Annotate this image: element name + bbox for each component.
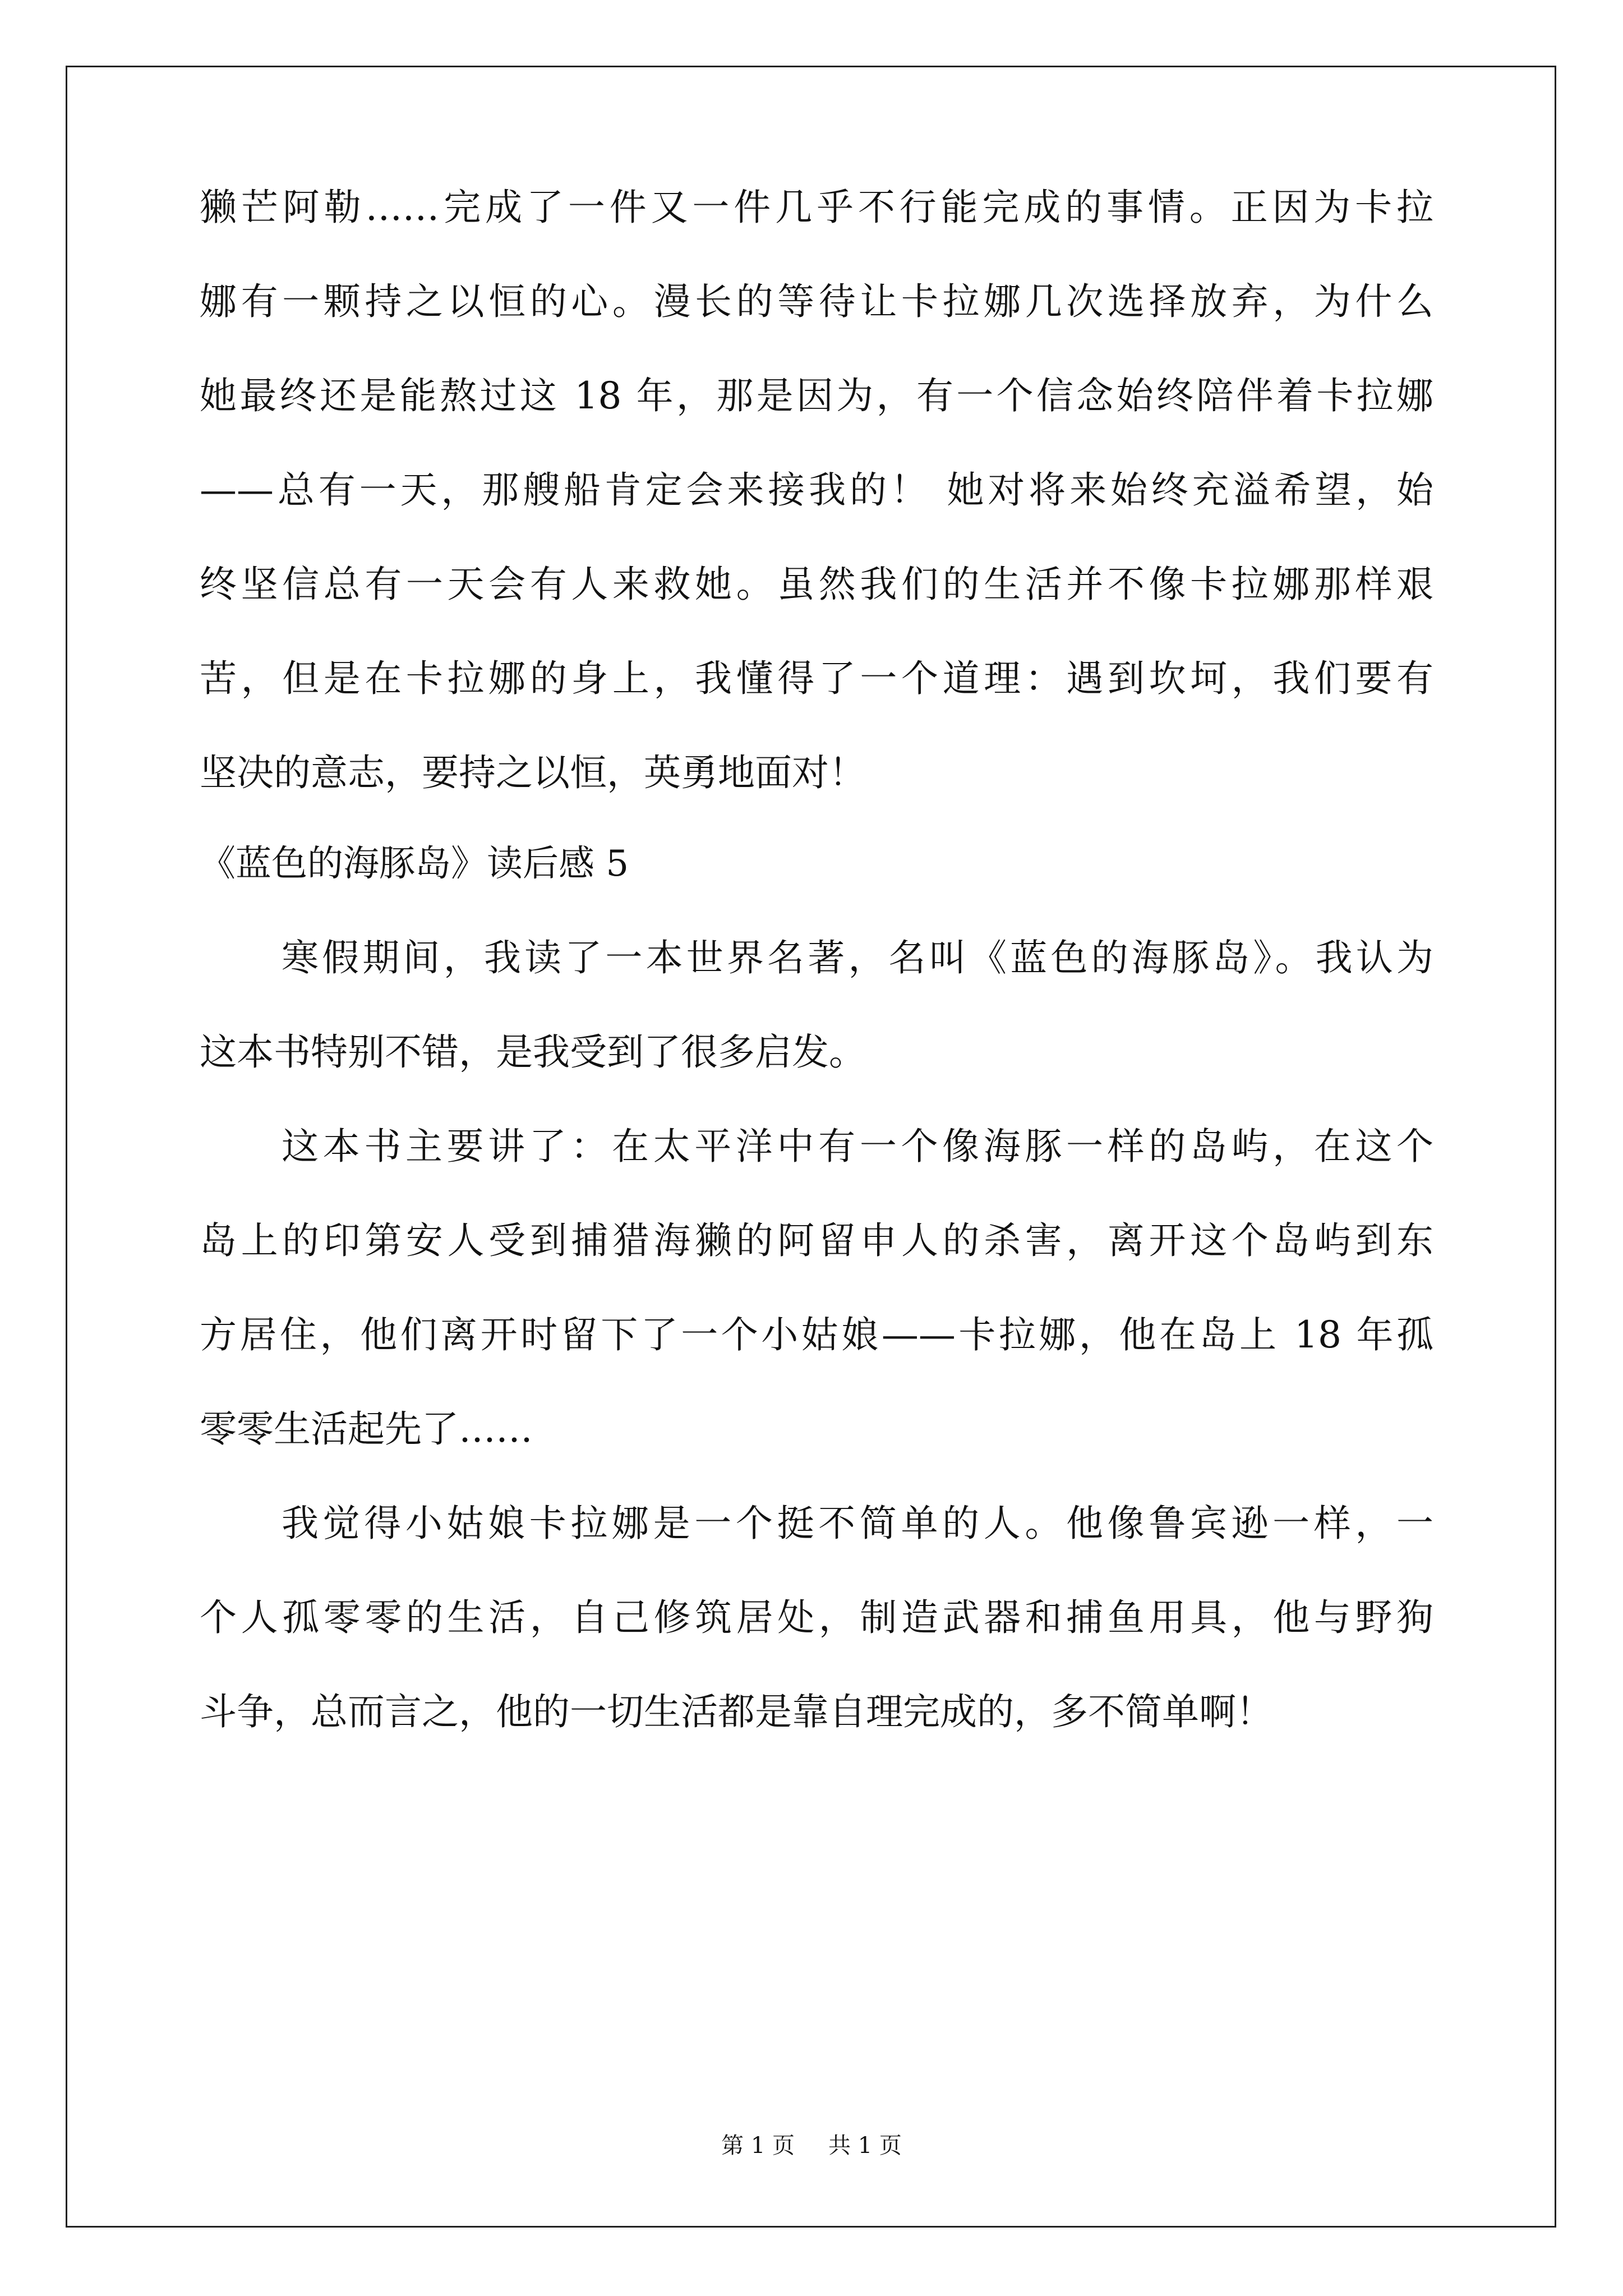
paragraph-first-line: 寒假期间，我读了一本世界名著，名叫《蓝色的海豚岛》。我认为 — [282, 936, 1433, 979]
text-line: 终坚信总有一天会有人来救她。虽然我们的生活并不像卡拉娜那样艰 — [200, 563, 1433, 606]
text-line: 方居住，他们离开时留下了一个小姑娘——卡拉娜，他在岛上 18 年孤 — [200, 1313, 1433, 1356]
text-line: 苦，但是在卡拉娜的身上，我懂得了一个道理：遇到坎坷，我们要有 — [200, 657, 1433, 700]
text-line: 她最终还是能熬过这 18 年，那是因为，有一个信念始终陪伴着卡拉娜 — [200, 374, 1433, 417]
paragraph-first-line: 这本书主要讲了：在太平洋中有一个像海豚一样的岛屿，在这个 — [282, 1125, 1433, 1168]
text-line: 斗争，总而言之，他的一切生活都是靠自理完成的，多不简单啊！ — [200, 1690, 1273, 1733]
page-number: 第 1 页 — [721, 2133, 795, 2159]
paragraph-first-line: 我觉得小姑娘卡拉娜是一个挺不简单的人。他像鲁宾逊一样，一 — [282, 1502, 1433, 1545]
text-line: 岛上的印第安人受到捕猎海獭的阿留申人的杀害，离开这个岛屿到东 — [200, 1219, 1433, 1262]
text-line: 娜有一颗持之以恒的心。漫长的等待让卡拉娜几次选择放弃，为什么 — [200, 280, 1433, 323]
text-line: 这本书特别不错，是我受到了很多启发。 — [200, 1030, 866, 1074]
page-footer — [0, 2132, 1623, 2160]
text-line: 獭芒阿勒……完成了一件又一件几乎不行能完成的事情。正因为卡拉 — [200, 186, 1433, 229]
text-line: 个人孤零零的生活，自己修筑居处，制造武器和捕鱼用具，他与野狗 — [200, 1596, 1433, 1639]
text-line: 零零生活起先了…… — [200, 1407, 533, 1451]
page-total: 共 1 页 — [828, 2133, 902, 2159]
section-heading: 《蓝色的海豚岛》读后感 5 — [200, 843, 629, 885]
text-line: ——总有一天，那艘船肯定会来接我的！ 她对将来始终充溢希望，始 — [200, 468, 1433, 512]
text-line: 坚决的意志，要持之以恒，英勇地面对！ — [200, 751, 866, 794]
